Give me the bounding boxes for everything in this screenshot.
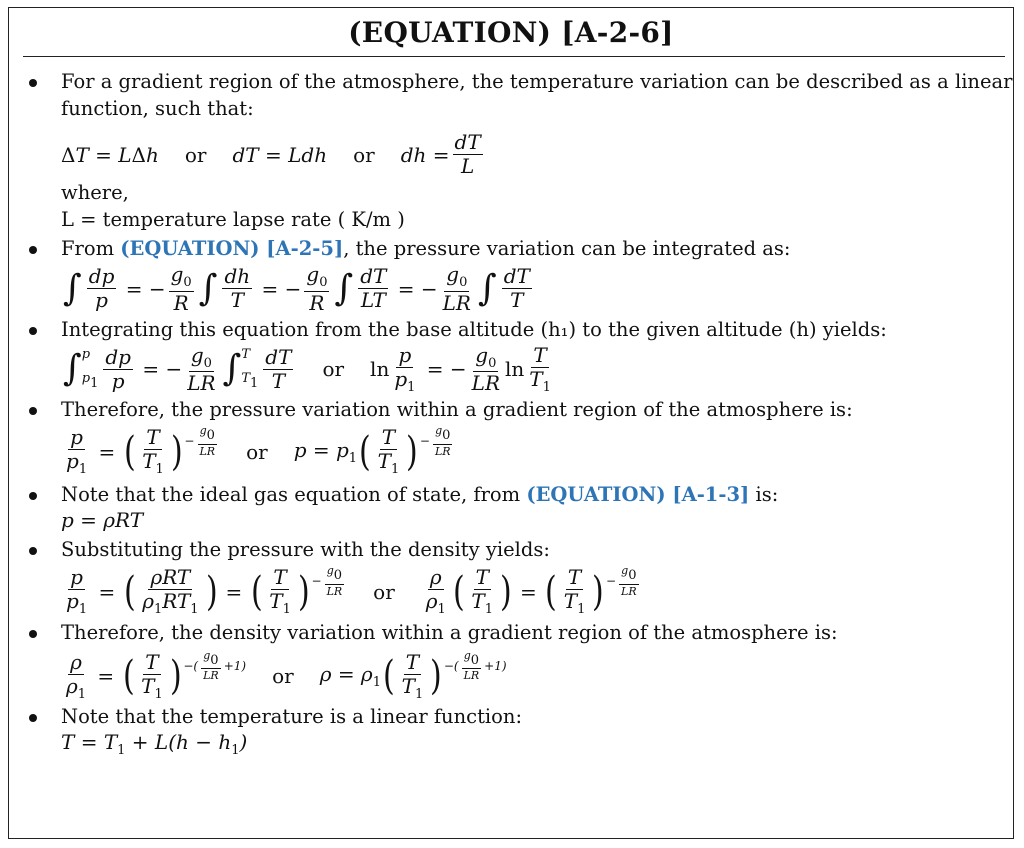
bullet-icon [29, 407, 37, 415]
list-item [9, 396, 1013, 477]
bullet-icon [29, 327, 37, 335]
bullet-icon [29, 714, 37, 722]
bullet-icon [29, 79, 37, 87]
item-text: For a gradient region of the atmosphere, the temperature variation can be described as a linear function, such that: [61, 70, 1013, 120]
list-item [9, 481, 1013, 532]
list-item [9, 316, 1013, 395]
bullet-icon [29, 630, 37, 638]
lapse-definition: L = temperature lapse rate ( K/m ) [61, 208, 405, 231]
item-text: Integrating this equation from the base altitude (h₁) to the given altitude (h) yields: [61, 317, 887, 341]
list-item [9, 235, 1013, 314]
equation-link[interactable]: (EQUATION) [A-2-5] [120, 237, 344, 260]
list-item [9, 619, 1013, 702]
equation-lapse: ΔT = LΔh or dT = Ldh or dh = $\frac{dT}{L}$ [61, 130, 481, 178]
where-label: where, [61, 181, 129, 204]
page-title: (EQUATION) [A-2-6] [348, 16, 674, 49]
item-text: Therefore, the density variation within a gradient region of the atmosphere is: [61, 620, 838, 644]
item-text: Substituting the pressure with the density yields: [61, 537, 550, 561]
equation-definite-integral: ∫ p p1 $\frac{dp}{p}$ = − $\frac{g_0}{LR}$ ∫ T T1 $\frac{dT}{T}$ or ln $\frac{p}{p_1}$ = − $\frac{g_0}{LR}$ ln $\frac{T}{T_1}$ [63, 342, 551, 396]
equation-card [8, 7, 1014, 839]
title-divider [23, 56, 1005, 57]
bullet-icon [29, 547, 37, 555]
item-text: From (EQUATION) [A-2-5], the pressure variation can be integrated as: [61, 237, 791, 260]
equation-linear-temperature: $T = T_1 + L(h - h_1)$ [61, 730, 248, 759]
bullet-icon [29, 492, 37, 500]
item-text: Note that the temperature is a linear function: [61, 705, 523, 729]
item-text: Note that the ideal gas equation of state, from (EQUATION) [A-1-3] is: [61, 482, 779, 506]
equation-integral: ∫ $\frac{dp}{p}$ = − $\frac{g_0}{R}$ ∫ $\frac{dh}{T}$ = − $\frac{g_0}{R}$ ∫ $\frac{dT}{LT}$ = − $\frac{g_0}{LR}$ ∫ $\frac{dT}{T}$ [63, 262, 530, 315]
item-text: Therefore, the pressure variation within a gradient region of the atmosphere is: [61, 398, 853, 422]
list-item [9, 703, 1013, 758]
equation-density-ratio: $\frac{\rho}{\rho_1}$ = ( $\frac{T}{T_1}$ ) −( $\frac{g0}{LR}$ +1) or $\rho = \rho_1$ ( $\frac{T}{T_1}$ ) −( $\frac{g0}{LR}$ +1) [66, 648, 507, 702]
list-item [9, 536, 1013, 617]
equation-ideal-gas: p = ρRT [61, 507, 144, 532]
equation-link[interactable]: (EQUATION) [A-1-3] [526, 482, 750, 506]
list-item [9, 68, 1013, 233]
equation-pressure-ratio: $\frac{p}{p_1}$ = ( $\frac{T}{T_1}$ ) − $\frac{g0}{LR}$ or $p = p_1$ ( $\frac{T}{T_1}$ ) − $\frac{g0}{LR}$ [66, 424, 451, 478]
bullet-icon [29, 246, 37, 254]
equation-density-substitution: $\frac{p}{p_1}$ = ( $\frac{\text{ρRT}}{\rho_1RT_1}$ ) = ( $\frac{T}{T_1}$ ) − $\frac{g0}{LR}$ or $\frac{\rho}{\rho_1}$ ( $\frac{T}{T_1}$ ) = ( $\frac{T}{T_1}$ ) − $\frac{g0}{LR}$ [66, 563, 637, 617]
content [9, 58, 1013, 758]
